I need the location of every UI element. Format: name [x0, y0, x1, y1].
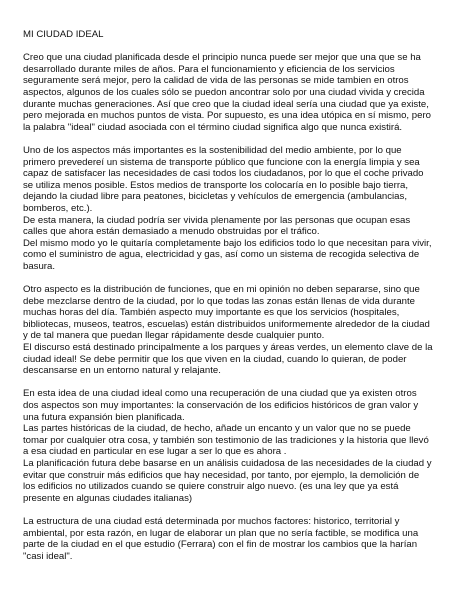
document-title: MI CIUDAD IDEAL — [23, 29, 104, 40]
paragraph-functions: Otro aspecto es la distribución de funciones, que en mi opinión no deben separarse, sino que debe mezclarse dentro de la ciudad, por lo que todas las zonas están llenas de vida durante muchas horas del día. También aspecto muy importante es que los servicios (hospitales, bibliotecas, museos, teatros, escuelas) están distribuidos uniformemente alrededor de la ciudad y de tal manera que puedan llegar rápidamente desde cualquier punto. El discurso está destinado principalmente a los parques y áreas verdes, un elemento clave de la ciudad ideal! Se debe permitir que los que viven en la ciudad, cuando lo quieran, de poder descansarse en un entorno natural y relajante. — [23, 284, 433, 377]
paragraph-sustainability: Uno de los aspectos más importantes es la sostenibilidad del medio ambiente, por lo que primero prevedereí un sistema de transporte público que funcione con la energía limpia y sea capaz de satisfacer las necesidades de casi todos los ciudadanos, por lo que el coche privado se utiliza menos posible. Estos medios de transporte los colocaría en lo posible bajo tierra, dejando la ciudad libre para peatones, bicicletas y vehículos de emergencia (ambulancias, bomberos, etc.). De esta manera, la ciudad podría ser vivida plenamente por las personas que ocupan esas calles que ahora están demasiado a menudo obstruidas por el tráfico. Del mismo modo yo le quitaría completamente bajo los edificios todo lo que necesitan para vivir, como el suministro de agua, electricidad y gas, así como un sistema de recogida selectiva de basura. — [23, 144, 432, 272]
paragraph-structure: La estructura de una ciudad está determinada por muchos factores: historico, territorial y ambiental, por esta razón, en lugar de elaborar un plan que no sería factible, se modifica una parte de la ciudad en el que estudio (Ferrara) con el fin de mostrar los cambios que la harían "casi ideal". — [23, 515, 419, 562]
paragraph-conservation: En esta idea de una ciudad ideal como una recuperación de una ciudad que ya existen otros dos aspectos son muy importantes: la conservación de los edificios históricos de gran valor y una futura expansión bien planificada. Las partes históricas de la ciudad, de hecho, añade un encanto y un valor que no se puede tomar por cualquier otra cosa, y también son testimonio de las tradiciones y la historia que llevó a esa ciudad en particular en ese lugar a ser lo que es ahora . La planificación futura debe basarse en un análisis cuidadosa de las necesidades de la ciudad y evitar que construir más edificios que hay necesidad, por tanto, por ejemplo, la demolición de los edificios no utilizados cuando se quiere construir algo nuevo. (es una ley que ya está presente en algunas ciudades italianas) — [23, 388, 432, 504]
paragraph-intro: Creo que una ciudad planificada desde el principio nunca puede ser mejor que una que se ha desarrollado durante miles de años. Para el funcionamiento y eficiencia de los servicios seguramente será mejor, pero la calidad de vida de las personas se mide tambien en otros aspectos, algunos de los cuales sólo se puedon ancontrar solo por una ciudad vivida y crecida durante muchas generaciones. Así que creo que la ciudad ideal sería una ciudad que ya existe, pero mejorada en muchos puntos de vista. Por supuesto, es una idea utópica en sí mismo, pero la palabra "ideal" ciudad asociada con el término ciudad significa algo que nunca existirá. — [23, 52, 431, 133]
